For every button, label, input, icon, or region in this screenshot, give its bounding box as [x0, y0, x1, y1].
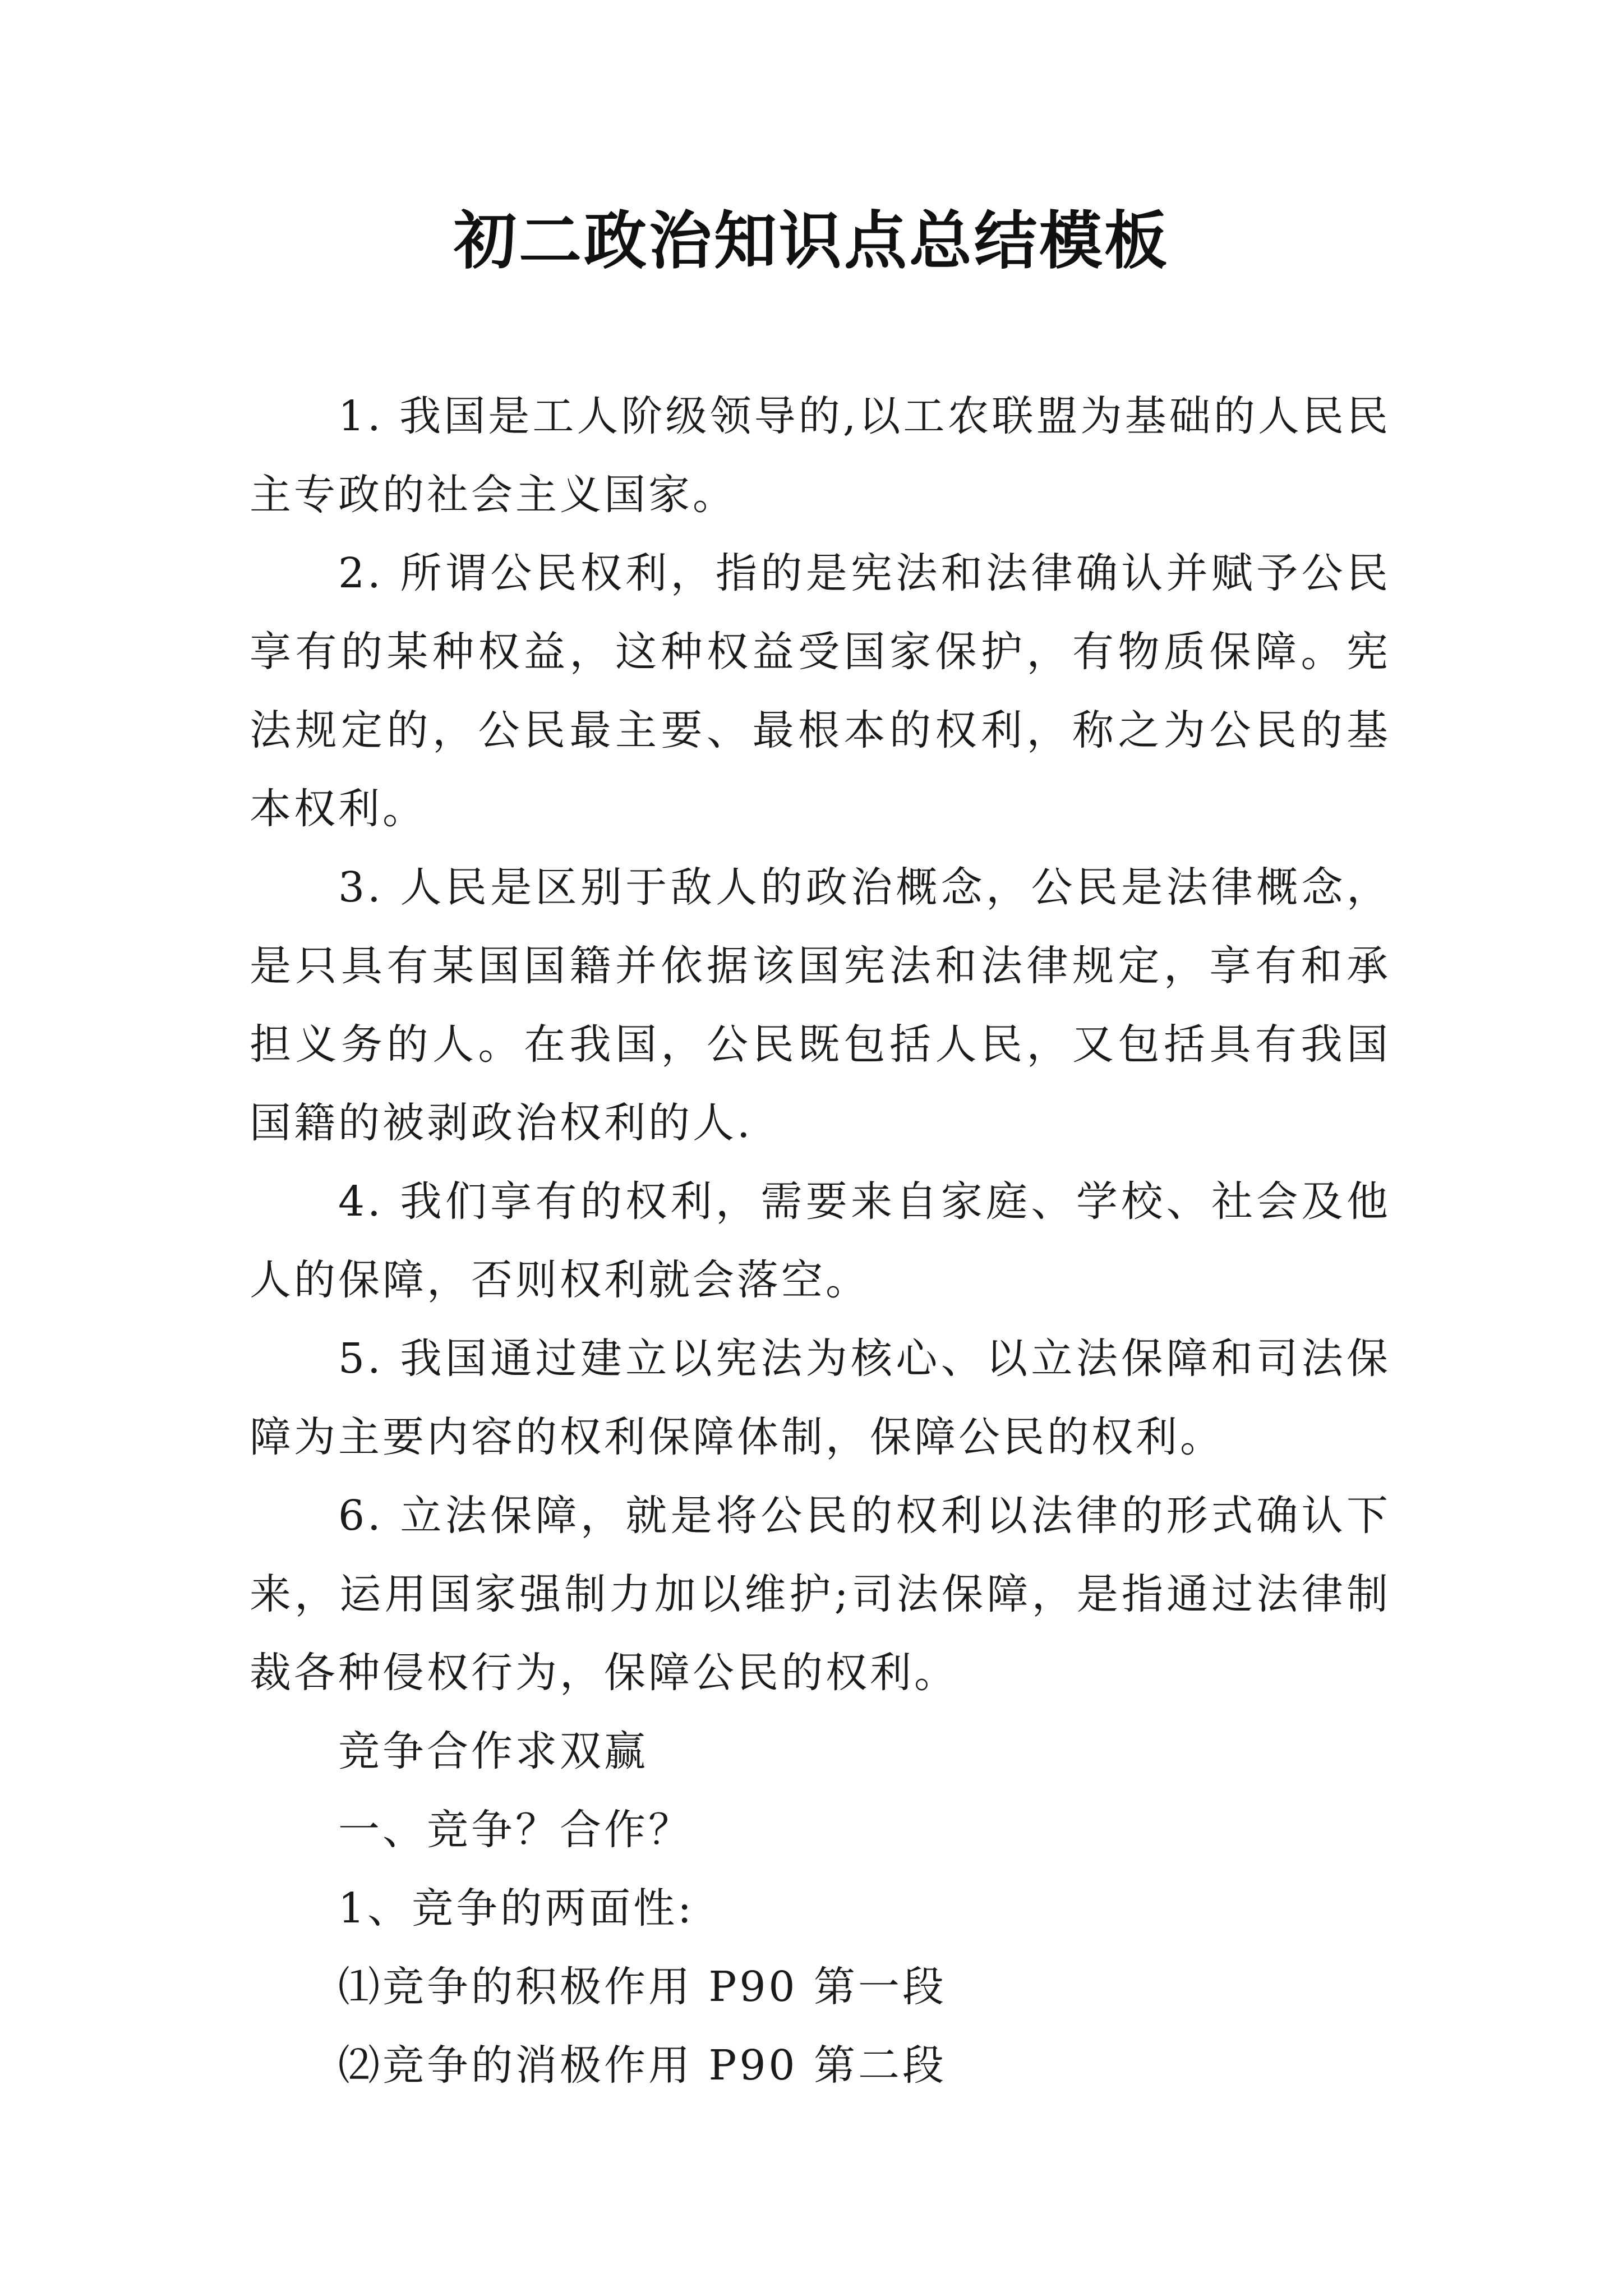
paragraph-3: 3. 人民是区别于敌人的政治概念，公民是法律概念，是只具有某国国籍并依据该国宪法和法律规定，享有和承担义务的人。在我国，公民既包括人民，又包括具有我国国籍的被剥政治权利的人. — [250, 863, 1391, 1147]
paragraph-2: 2. 所谓公民权利，指的是宪法和法律确认并赋予公民享有的某种权益，这种权益受国家保护，有物质保障。宪法规定的，公民最主要、最根本的权利，称之为公民的基本权利。 — [250, 549, 1391, 833]
list-item-1: ⑴竞争的积极作用 P90 第一段 — [338, 1963, 947, 2011]
subheading-1: 一、竞争？合作？ — [338, 1806, 693, 1854]
list-heading: 1、竞争的两面性: — [338, 1884, 695, 1932]
paragraph-6: 6. 立法保障，就是将公民的权利以法律的形式确认下来，运用国家强制力加以维护;司法保障，是指通过法律制裁各种侵权行为，保障公民的权利。 — [250, 1492, 1391, 1697]
section-heading: 竞争合作求双赢 — [338, 1727, 648, 1775]
list-item-2: ⑵竞争的消极作用 P90 第二段 — [338, 2041, 947, 2090]
document-body — [250, 377, 1391, 2105]
document-title: 初二政治知识点总结模板 — [454, 204, 1169, 278]
paragraph-4: 4. 我们享有的权利，需要来自家庭、学校、社会及他人的保障，否则权利就会落空。 — [250, 1177, 1391, 1304]
paragraph-1: 1. 我国是工人阶级领导的,以工农联盟为基础的人民民主专政的社会主义国家。 — [250, 392, 1391, 519]
paragraph-5: 5. 我国通过建立以宪法为核心、以立法保障和司法保障为主要内容的权利保障体制，保障公民的权利。 — [250, 1335, 1391, 1461]
